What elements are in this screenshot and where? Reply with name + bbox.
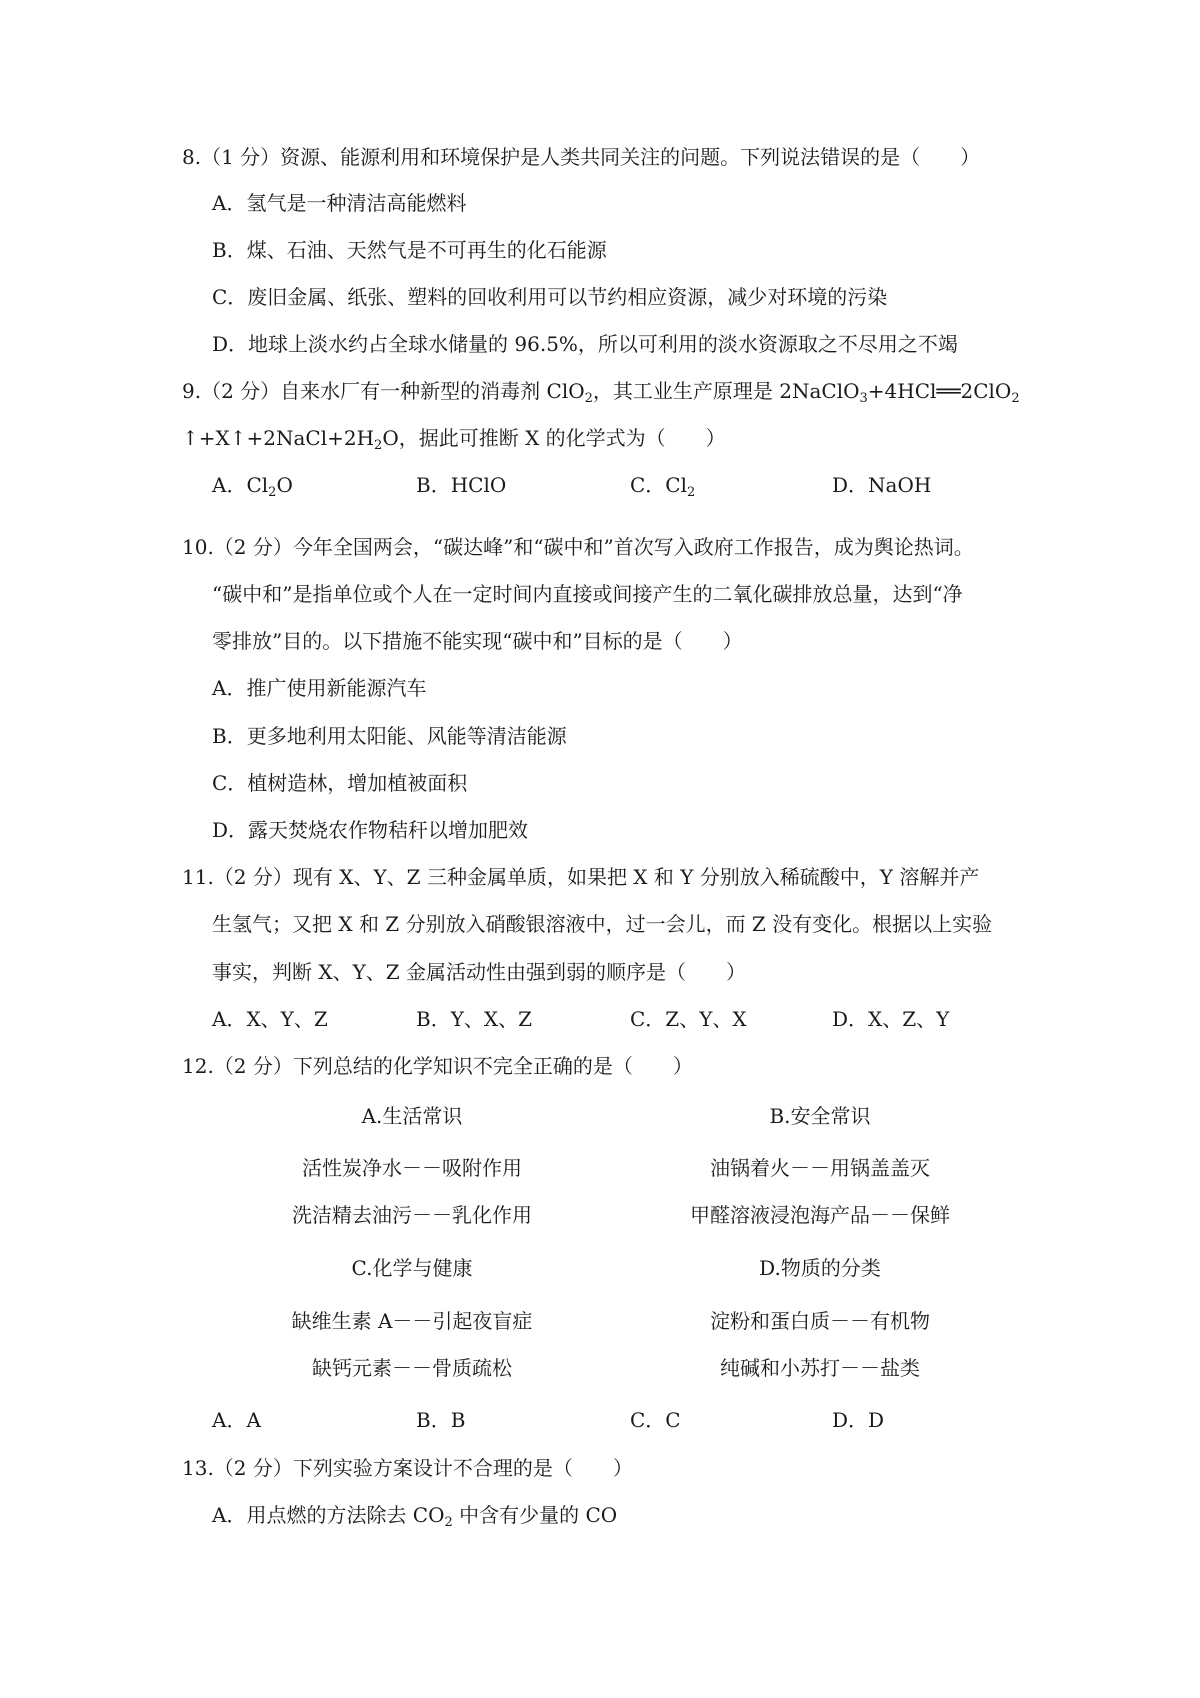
q9-option-a — [212, 471, 293, 499]
q9-option-a-text: O — [276, 473, 293, 497]
q12-stem: 12.（2 分）下列总结的化学知识不完全正确的是（ ） — [182, 1054, 693, 1078]
q13-option-a-text: A．用点燃的方法除去 CO — [212, 1503, 445, 1527]
table-cell-d1: 淀粉和蛋白质－－有机物 — [710, 1309, 930, 1333]
q11-option-b: B．Y、X、Z — [416, 1007, 533, 1031]
q10-stem-line1: 10.（2 分）今年全国两会，“碳达峰”和“碳中和”首次写入政府工作报告，成为舆论热词。 — [182, 535, 974, 559]
table-cell-a2: 洗洁精去油污－－乳化作用 — [292, 1203, 532, 1227]
q9-option-b: B．HClO — [416, 473, 507, 497]
q9-option-d: D．NaOH — [832, 473, 932, 497]
q13-stem: 13.（2 分）下列实验方案设计不合理的是（ ） — [182, 1456, 633, 1480]
q9-stem-line2 — [182, 424, 726, 452]
subscript: 2 — [374, 438, 383, 453]
q12-option-c: C．C — [630, 1408, 681, 1432]
q8-option-a: A．氢气是一种清洁高能燃料 — [212, 191, 467, 215]
q12-option-a: A．A — [212, 1408, 261, 1432]
q8-option-c: C．废旧金属、纸张、塑料的回收利用可以节约相应资源，减少对环境的污染 — [212, 285, 888, 309]
q10-option-d: D．露天焚烧农作物秸秆以增加肥效 — [212, 818, 529, 842]
subscript: 3 — [859, 391, 868, 406]
q9-option-a-text: A．Cl — [212, 473, 269, 497]
table-cell-d2: 纯碱和小苏打－－盐类 — [720, 1356, 920, 1380]
table-cell-c1: 缺维生素 A－－引起夜盲症 — [291, 1309, 533, 1333]
q12-option-d: D．D — [832, 1408, 885, 1432]
q8-stem: 8.（1 分）资源、能源利用和环境保护是人类共同关注的问题。下列说法错误的是（ ） — [182, 145, 981, 169]
subscript: 2 — [444, 1515, 453, 1530]
q9-stem-part: ，其工业生产原理是 2NaClO — [592, 379, 860, 403]
table-cell-b1: 油锅着火－－用锅盖盖灭 — [710, 1156, 930, 1180]
table-cell-b-head: B.安全常识 — [769, 1104, 871, 1128]
table-cell-d-head: D.物质的分类 — [759, 1256, 881, 1280]
q9-stem-part: O，据此可推断 X 的化学式为（ ） — [382, 426, 726, 450]
q11-option-c: C．Z、Y、X — [630, 1007, 747, 1031]
q9-option-c-text: C．Cl — [630, 473, 688, 497]
subscript: 2 — [268, 485, 277, 500]
q10-stem-line2: “碳中和”是指单位或个人在一定时间内直接或间接产生的二氧化碳排放总量，达到“净 — [212, 582, 963, 606]
q9-stem-part: ↑+X↑+2NaCl+2H — [182, 426, 375, 450]
q10-stem-line3: 零排放”目的。以下措施不能实现“碳中和”目标的是（ ） — [212, 629, 743, 653]
q9-option-c — [630, 471, 695, 499]
q9-stem — [182, 377, 1020, 405]
table-cell-b2: 甲醛溶液浸泡海产品－－保鲜 — [690, 1203, 950, 1227]
table-cell-c2: 缺钙元素－－骨质疏松 — [312, 1356, 512, 1380]
q11-stem-line1: 11.（2 分）现有 X、Y、Z 三种金属单质，如果把 X 和 Y 分别放入稀硫酸中，Y 溶解并产 — [182, 865, 980, 889]
subscript: 2 — [1011, 391, 1020, 406]
table-cell-a-head: A.生活常识 — [361, 1104, 463, 1128]
q11-option-d: D．X、Z、Y — [832, 1007, 950, 1031]
q11-stem-line3: 事实，判断 X、Y、Z 金属活动性由强到弱的顺序是（ ） — [212, 960, 747, 984]
q9-stem-part: +4HCl══2ClO — [867, 379, 1012, 403]
q13-option-a — [212, 1501, 617, 1529]
table-cell-a1: 活性炭净水－－吸附作用 — [302, 1156, 522, 1180]
q8-option-d: D．地球上淡水约占全球水储量的 96.5%，所以可利用的淡水资源取之不尽用之不竭 — [212, 332, 958, 356]
subscript: 2 — [584, 391, 593, 406]
q13-option-a-text: 中含有少量的 CO — [452, 1503, 618, 1527]
q11-stem-line2: 生氢气；又把 X 和 Z 分别放入硝酸银溶液中，过一会儿，而 Z 没有变化。根据以上实验 — [212, 912, 993, 936]
q10-option-a: A．推广使用新能源汽车 — [212, 676, 427, 700]
q10-option-c: C．植树造林，增加植被面积 — [212, 771, 468, 795]
q10-option-b: B．更多地利用太阳能、风能等清洁能源 — [212, 724, 567, 748]
q12-option-b: B．B — [416, 1408, 466, 1432]
table-cell-c-head: C.化学与健康 — [351, 1256, 473, 1280]
q9-stem-part: 9.（2 分）自来水厂有一种新型的消毒剂 ClO — [182, 379, 585, 403]
subscript: 2 — [687, 485, 696, 500]
q11-option-a: A．X、Y、Z — [212, 1007, 328, 1031]
q8-option-b: B．煤、石油、天然气是不可再生的化石能源 — [212, 238, 607, 262]
